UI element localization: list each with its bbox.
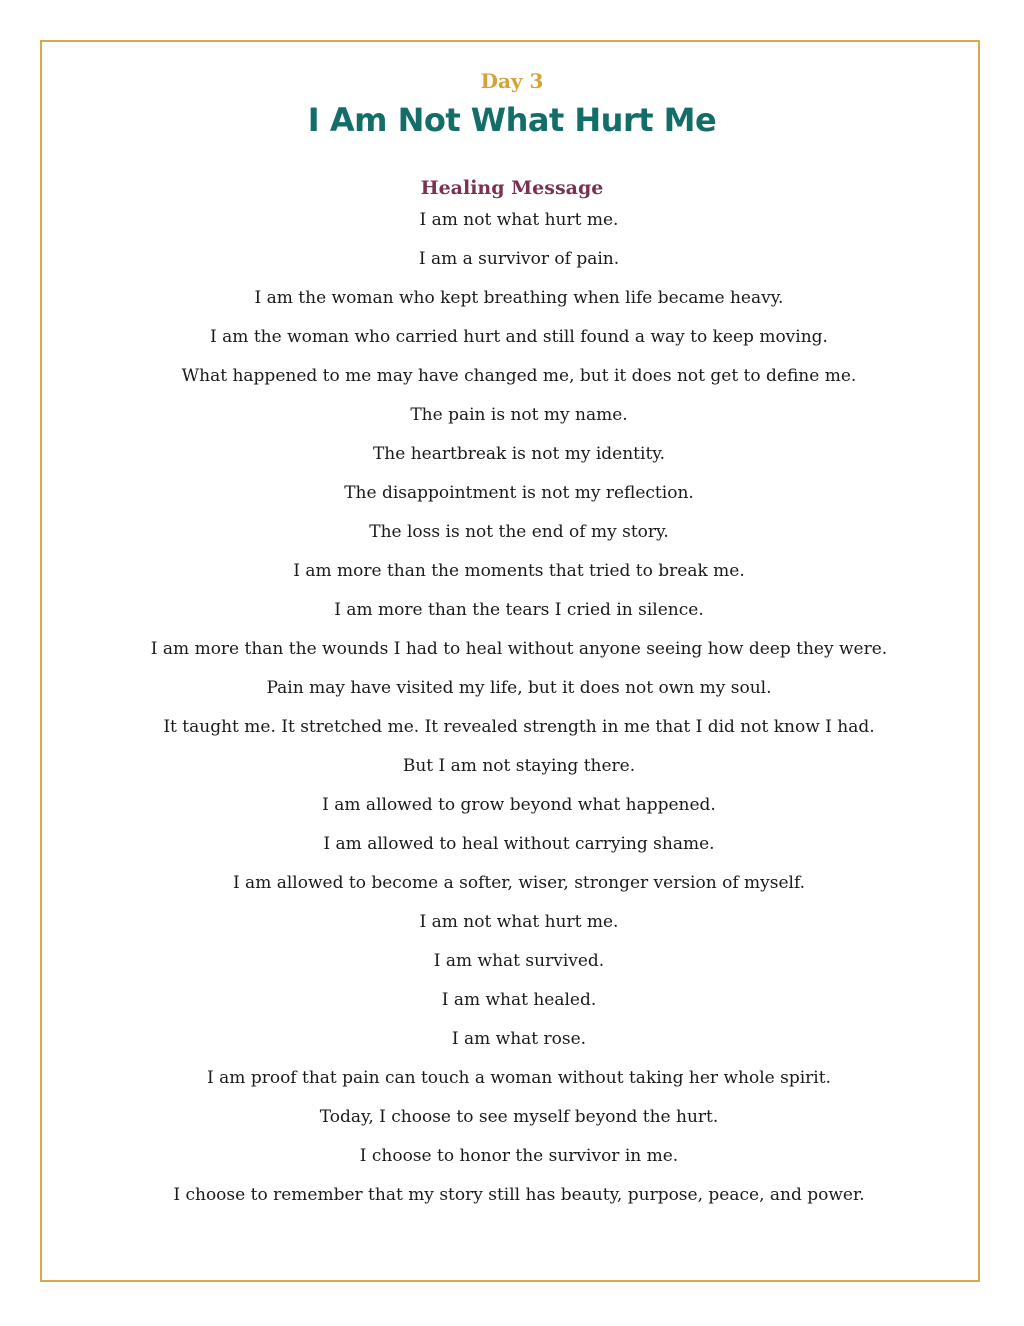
day-label: Day 3 — [480, 69, 544, 93]
message-line: I am not what hurt me. — [419, 912, 619, 932]
message-line: I choose to honor the survivor in me. — [359, 1146, 679, 1166]
message-line: I am the woman who kept breathing when life became heavy. — [254, 288, 784, 308]
message-line: I am allowed to heal without carrying shame. — [323, 834, 715, 854]
message-line: I am more than the tears I cried in silence. — [334, 600, 704, 620]
message-line: The disappointment is not my reflection. — [344, 483, 694, 503]
message-line: The pain is not my name. — [410, 405, 628, 425]
message-line: I am more than the moments that tried to break me. — [293, 561, 745, 581]
message-line: I choose to remember that my story still has beauty, purpose, peace, and power. — [173, 1185, 865, 1205]
page-title: I Am Not What Hurt Me — [307, 101, 717, 139]
message-line: I am what survived. — [433, 951, 605, 971]
message-line: I am a survivor of pain. — [418, 249, 620, 269]
healing-message-lines — [60, 206, 978, 1220]
message-line: I am not what hurt me. — [419, 210, 619, 230]
message-line: Pain may have visited my life, but it does not own my soul. — [266, 678, 772, 698]
message-line: The loss is not the end of my story. — [369, 522, 669, 542]
message-line: I am the woman who carried hurt and still found a way to keep moving. — [210, 327, 828, 347]
message-line: But I am not staying there. — [402, 756, 636, 776]
message-line: It taught me. It stretched me. It revealed strength in me that I did not know I had. — [163, 717, 875, 737]
message-line: I am allowed to become a softer, wiser, stronger version of myself. — [232, 873, 806, 893]
message-line: I am what rose. — [451, 1029, 587, 1049]
section-heading: Healing Message — [420, 177, 604, 199]
message-line: Today, I choose to see myself beyond the hurt. — [319, 1107, 719, 1127]
message-line: The heartbreak is not my identity. — [372, 444, 666, 464]
message-line: I am more than the wounds I had to heal without anyone seeing how deep they were. — [150, 639, 888, 659]
message-line: I am allowed to grow beyond what happened. — [322, 795, 716, 815]
message-line: I am what healed. — [441, 990, 597, 1010]
message-line: I am proof that pain can touch a woman without taking her whole spirit. — [207, 1068, 831, 1088]
message-line: What happened to me may have changed me, but it does not get to define me. — [181, 366, 857, 386]
